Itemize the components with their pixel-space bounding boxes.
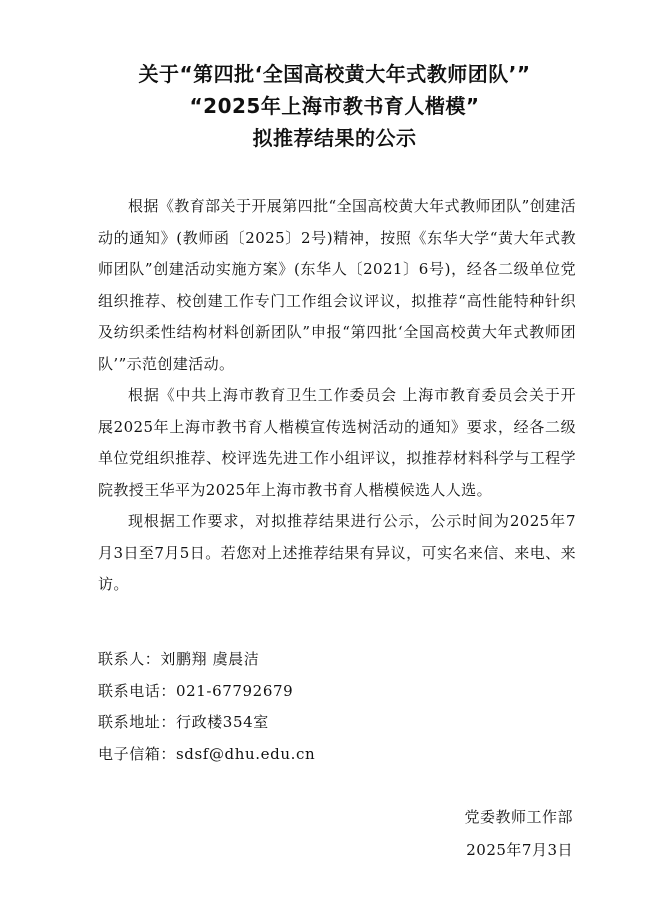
contact-address: 联系地址：行政楼354室 xyxy=(98,713,269,731)
contact-info xyxy=(98,644,576,770)
contact-email: 电子信箱：sdsf@dhu.edu.cn xyxy=(98,744,316,763)
contact-person: 联系人：刘鹏翔 虞晨洁 xyxy=(98,650,260,668)
signature-block xyxy=(464,801,573,867)
title-line-1: 关于“第四批‘全国高校黄大年式教师团队’” xyxy=(138,62,531,86)
issue-date: 2025年7月3日 xyxy=(466,841,573,859)
title-line-2: “2025年上海市教书育人楷模” xyxy=(189,94,480,118)
contact-phone: 联系电话：021-67792679 xyxy=(98,681,294,700)
issuing-department: 党委教师工作部 xyxy=(464,808,573,826)
title-line-3: 拟推荐结果的公示 xyxy=(252,126,417,150)
body-paragraph-1: 根据《教育部关于开展第四批“全国高校黄大年式教师团队”创建活动的通知》(教师函〔2025〕2号)精神，按照《东华大学“黄大年式教师团队”创建活动实施方案》(东华人〔2021〕6号)，经各二级单位党组织推荐、校创建工作专门工作组会议评议，拟推荐“高性能特种针织及纺织柔性结构材料创新团队”申报“第四批‘全国高校黄大年式教师团队’”示范创建活动。 xyxy=(98,197,576,373)
notice-body xyxy=(98,191,576,601)
notice-title xyxy=(0,58,669,154)
body-paragraph-3: 现根据工作要求，对拟推荐结果进行公示，公示时间为2025年7月3日至7月5日。若您对上述推荐结果有异议，可实名来信、来电、来访。 xyxy=(98,512,576,593)
body-paragraph-2: 根据《中共上海市教育卫生工作委员会 上海市教育委员会关于开展2025年上海市教书育人楷模宣传选树活动的通知》要求，经各二级单位党组织推荐、校评选先进工作小组评议，拟推荐材料科学与工程学院教授王华平为2025年上海市教书育人楷模候选人人选。 xyxy=(98,386,576,499)
